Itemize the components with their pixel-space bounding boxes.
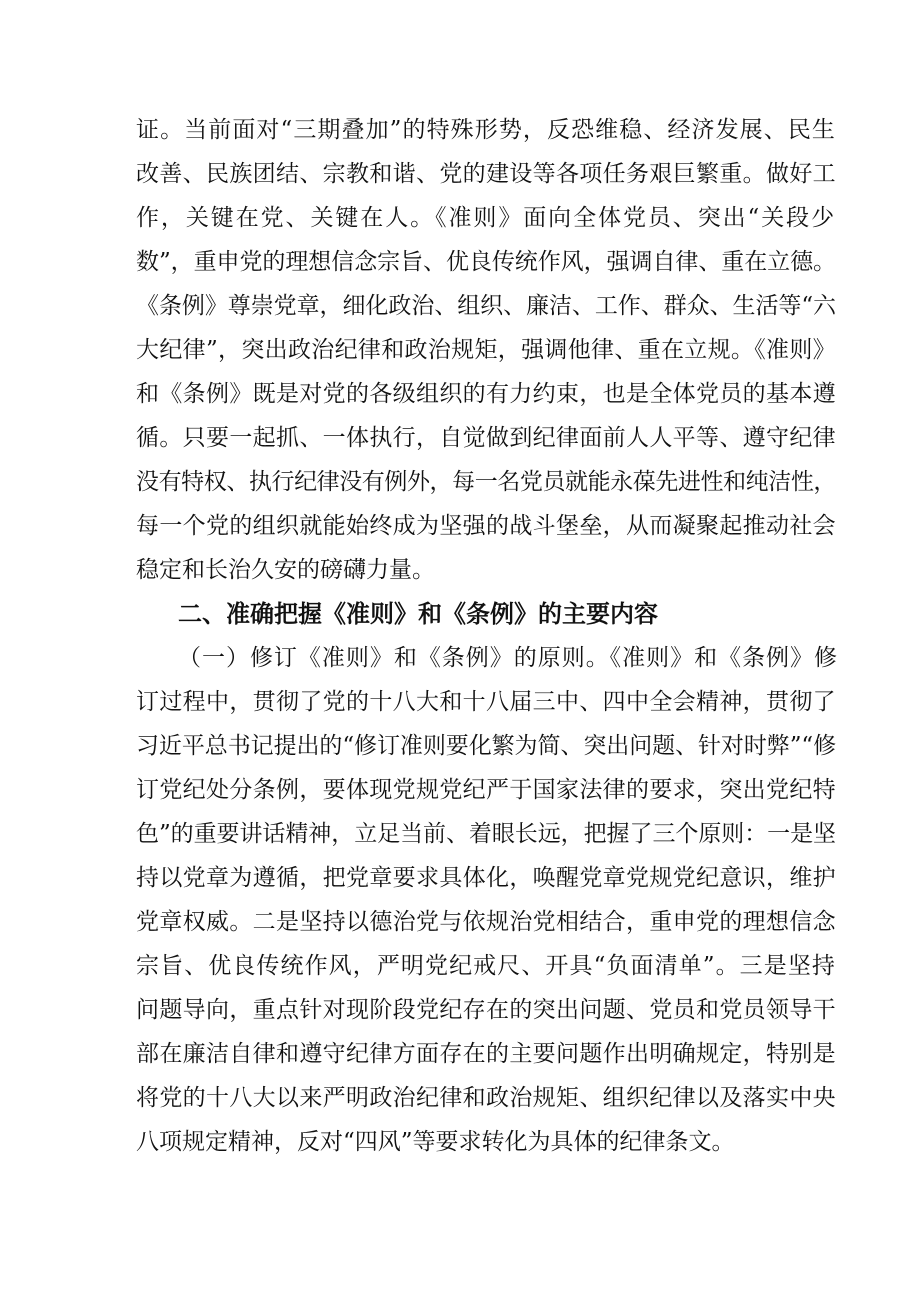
paragraph-1-line-5: 《条例》尊崇党章，细化政治、组织、廉洁、工作、群众、生活等“六 <box>136 293 836 319</box>
paragraph-2-line-3: 习近平总书记提出的“修订准则要化繁为简、突出问题、针对时弊”“修 <box>136 733 836 759</box>
paragraph-1-line-8: 循。只要一起抓、一体执行，自觉做到纪律面前人人平等、遵守纪律 <box>136 425 836 451</box>
paragraph-2-line-8: 宗旨、优良传统作风，严明党纪戒尺、开具“负面清单”。三是坚持 <box>136 953 836 979</box>
section-heading: 二、准确把握《准则》和《条例》的主要内容 <box>178 600 658 628</box>
paragraph-2-line-12: 八项规定精神，反对“四风”等要求转化为具体的纪律条文。 <box>136 1129 735 1155</box>
paragraph-2-line-4: 订党纪处分条例，要体现党规党纪严于国家法律的要求，突出党纪特 <box>136 777 836 803</box>
paragraph-2-line-6: 持以党章为遵循，把党章要求具体化，唤醒党章党规党纪意识，维护 <box>136 865 836 891</box>
paragraph-1-line-3: 作，关键在党、关键在人。《准则》面向全体党员、突出“关段少 <box>136 205 836 231</box>
paragraph-1-line-2: 改善、民族团结、宗教和谐、党的建设等各项任务艰巨繁重。做好工 <box>136 161 836 187</box>
paragraph-2-line-10: 部在廉洁自律和遵守纪律方面存在的主要问题作出明确规定，特别是 <box>136 1041 836 1067</box>
paragraph-1-line-1: 证。当前面对“三期叠加”的特殊形势，反恐维稳、经济发展、民生 <box>136 117 836 143</box>
paragraph-2-line-11: 将党的十八大以来严明政治纪律和政治规矩、组织纪律以及落实中央 <box>136 1085 836 1111</box>
paragraph-2-line-2: 订过程中，贯彻了党的十八大和十八届三中、四中全会精神，贯彻了 <box>136 689 836 715</box>
paragraph-1-line-4: 数”，重申党的理想信念宗旨、优良传统作风，强调自律、重在立德。 <box>136 249 836 275</box>
paragraph-1-line-9: 没有特权、执行纪律没有例外，每一名党员就能永葆先进性和纯洁性， <box>136 469 837 495</box>
paragraph-1-line-6: 大纪律”，突出政治纪律和政治规矩，强调他律、重在立规。《准则》 <box>136 337 836 363</box>
paragraph-2-line-1: （一）修订《准则》和《条例》的原则。《准则》和《条例》修 <box>178 645 838 671</box>
paragraph-1-line-7: 和《条例》既是对党的各级组织的有力约束，也是全体党员的基本遵 <box>136 381 836 407</box>
paragraph-1-line-11: 稳定和长治久安的磅礴力量。 <box>136 557 435 583</box>
paragraph-1-line-10: 每一个党的组织就能始终成为坚强的战斗堡垒，从而凝聚起推动社会 <box>136 513 836 539</box>
paragraph-2-line-7: 党章权威。二是坚持以德治党与依规治党相结合，重申党的理想信念 <box>136 909 836 935</box>
paragraph-2-line-9: 问题导向，重点针对现阶段党纪存在的突出问题、党员和党员领导干 <box>136 997 836 1023</box>
paragraph-2-line-5: 色”的重要讲话精神，立足当前、着眼长远，把握了三个原则：一是坚 <box>136 821 836 847</box>
